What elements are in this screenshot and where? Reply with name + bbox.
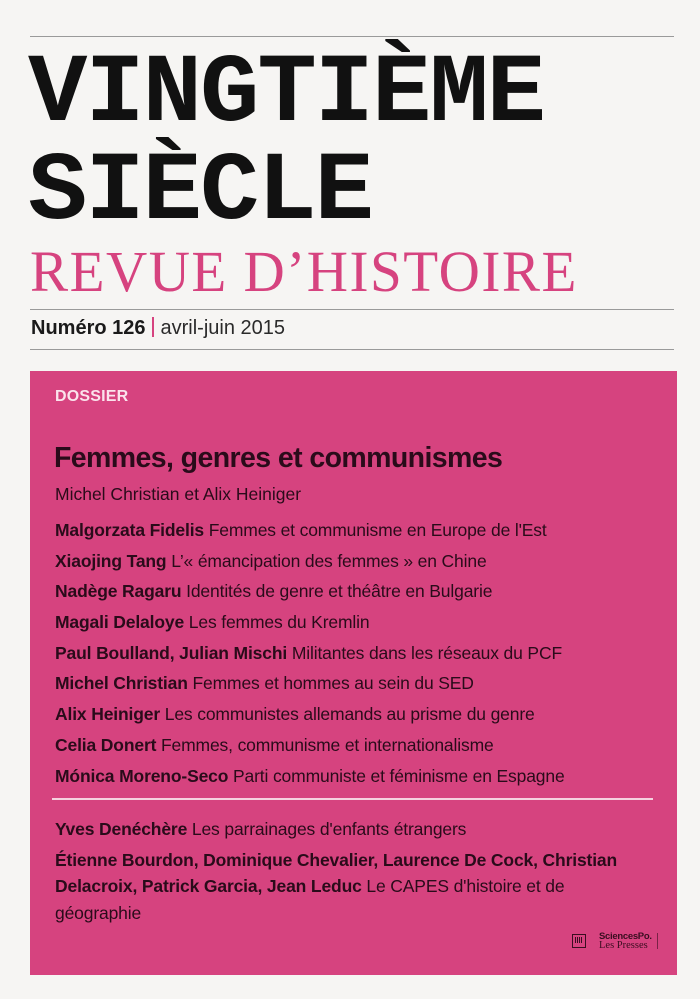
dossier-editors: Michel Christian et Alix Heiniger <box>55 484 302 504</box>
varia-item <box>55 816 655 843</box>
article-item <box>55 550 565 581</box>
article-item <box>55 703 565 734</box>
article-author: Nadège Ragaru <box>55 581 182 602</box>
issue-bottom-rule <box>30 349 674 350</box>
section-divider <box>52 798 653 800</box>
varia-item <box>55 847 655 927</box>
article-author: Xiaojing Tang <box>55 550 167 571</box>
article-title: Parti communiste et féminisme en Espagne <box>233 765 565 786</box>
article-item <box>55 765 565 796</box>
issue-date: avril-juin 2015 <box>160 317 286 339</box>
article-title: Les femmes du Kremlin <box>188 612 370 633</box>
publisher-imprint: Les Presses <box>599 940 648 951</box>
article-item <box>55 519 565 550</box>
issue-separator <box>152 317 154 337</box>
article-title: Femmes et communisme en Europe de l'Est <box>208 520 547 540</box>
article-item <box>55 672 565 703</box>
issue-number: Numéro 126 <box>31 317 146 339</box>
article-title: Militantes dans les réseaux du PCF <box>291 642 562 663</box>
publisher-wordmark <box>599 932 652 950</box>
varia-title: Le CAPES d'histoire et de géographie <box>55 876 565 923</box>
masthead-subtitle: REVUE D’HISTOIRE <box>30 239 578 304</box>
dossier-panel <box>30 371 677 975</box>
top-rule <box>30 36 674 37</box>
publisher-logo <box>572 933 658 949</box>
article-item <box>55 611 565 642</box>
article-author: Celia Donert <box>55 734 157 755</box>
article-item <box>55 580 565 611</box>
article-author: Mónica Moreno-Seco <box>55 765 229 786</box>
varia-author: Yves Denéchère <box>55 819 188 839</box>
article-title: Femmes et hommes au sein du SED <box>192 673 474 694</box>
article-author: Magali Delaloye <box>55 612 185 633</box>
dossier-label: DOSSIER <box>55 388 129 405</box>
article-author: Alix Heiniger <box>55 704 161 725</box>
article-item <box>55 642 565 673</box>
masthead-title-line2: SIÈCLE <box>28 138 373 248</box>
sciencespo-emblem-icon <box>572 934 586 948</box>
varia-author: Étienne Bourdon, Dominique Chevalier, Laurence De Cock, Christian Delacroix, Patrick Garcia, Jean Leduc <box>55 849 618 896</box>
article-title: L’« émancipation des femmes » en Chine <box>171 550 487 571</box>
publisher-bar <box>657 933 658 949</box>
dossier-article-list <box>55 519 565 795</box>
varia-title: Les parrainages d'enfants étrangers <box>191 819 467 839</box>
article-author: Paul Boulland, Julian Mischi <box>55 642 288 663</box>
article-title: Les communistes allemands au prisme du genre <box>164 704 535 725</box>
article-item <box>55 734 565 765</box>
article-author: Malgorzata Fidelis <box>55 520 204 540</box>
varia-article-list <box>55 816 655 930</box>
masthead-title-line1: VINGTIÈME <box>28 40 545 150</box>
article-title: Femmes, communisme et internationalisme <box>161 734 494 755</box>
publisher-name: SciencesPo. <box>599 931 652 942</box>
issue-top-rule <box>30 309 674 310</box>
article-title: Identités de genre et théâtre en Bulgarie <box>186 581 493 602</box>
issue-info <box>31 316 285 340</box>
article-author: Michel Christian <box>55 673 188 694</box>
dossier-title: Femmes, genres et communismes <box>54 442 503 474</box>
